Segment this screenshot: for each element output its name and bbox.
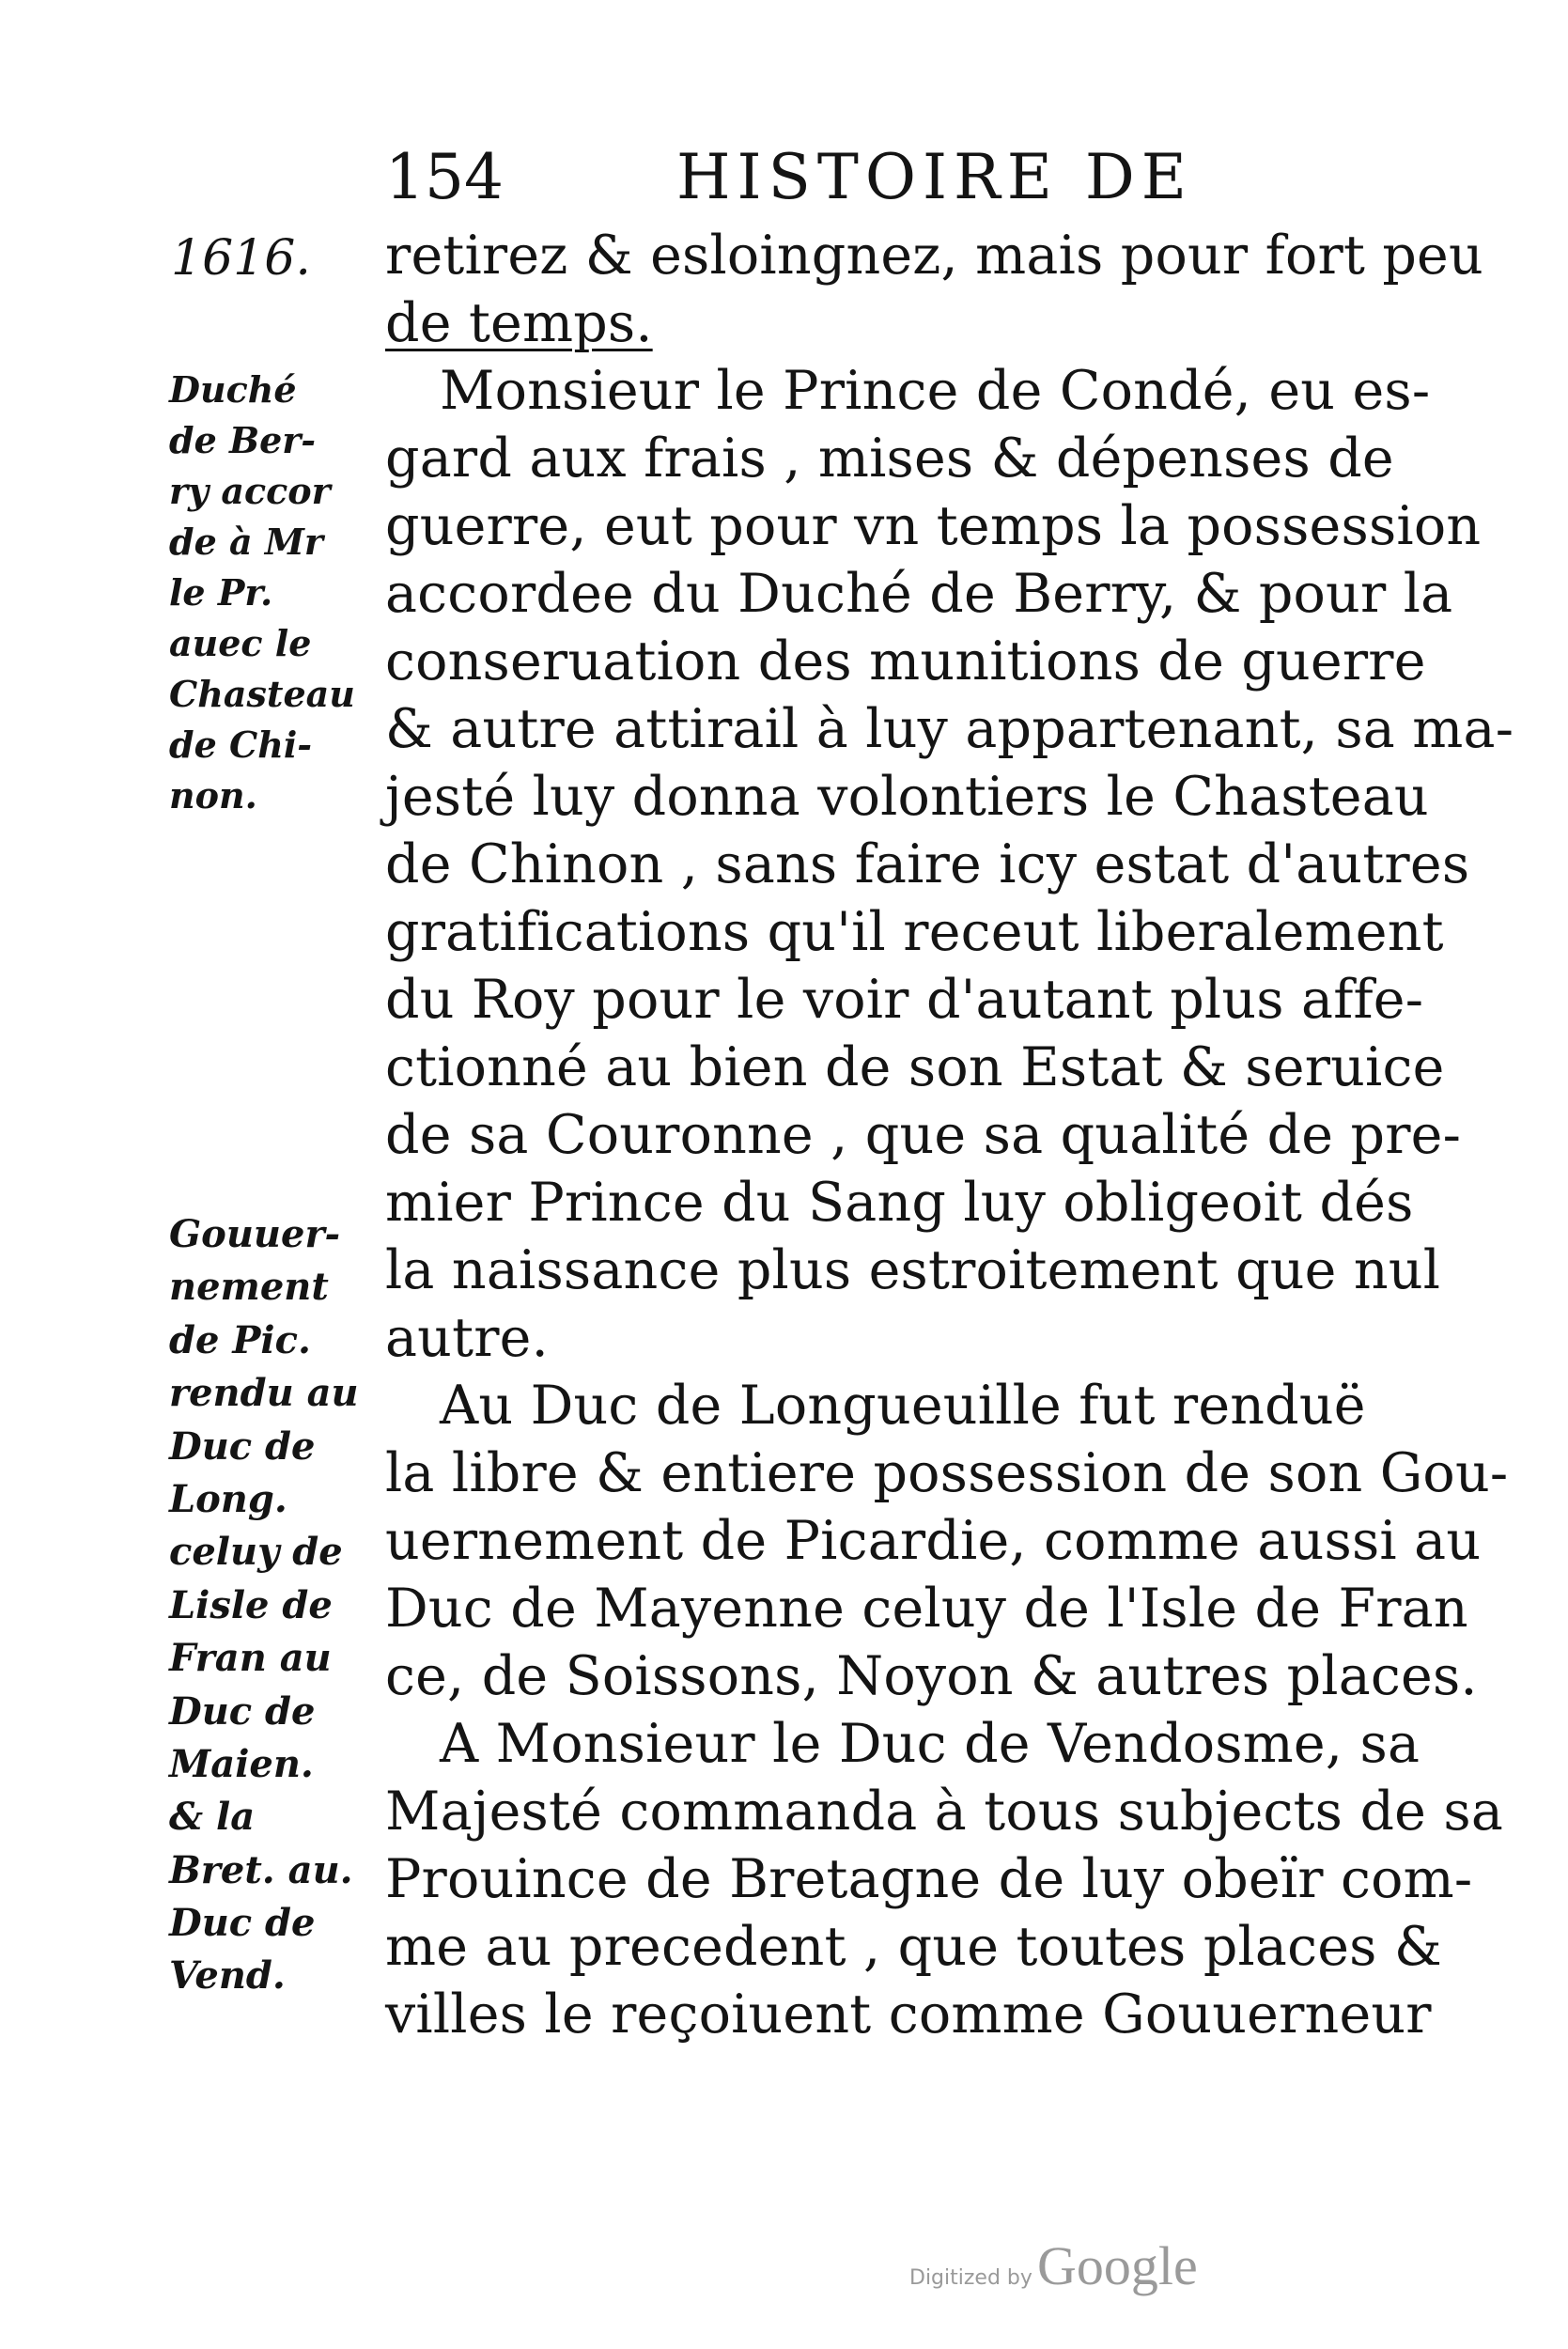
margin-note-line: Duc de <box>169 1423 316 1469</box>
text-line: Prouince de Bretagne de luy obeïr com- <box>385 1848 1473 1910</box>
margin-note-line: & la <box>169 1795 256 1840</box>
text-line: de sa Couronne , que sa qualité de pre- <box>385 1104 1462 1166</box>
text-line: gratifications qu'il receut liberalement <box>385 901 1444 963</box>
text-line: Monsieur le Prince de Condé, eu es- <box>440 360 1431 422</box>
margin-note-line: de Pic. <box>169 1317 311 1362</box>
margin-note-line: Vend. <box>169 1953 286 1999</box>
text-line: guerre, eut pour vn temps la possession <box>385 495 1482 557</box>
text-line: la naissance plus estroitement que nul <box>385 1239 1441 1301</box>
text-line: Au Duc de Longueuille fut renduë <box>440 1375 1366 1437</box>
page-number: 154 <box>385 141 504 213</box>
text-line: Majesté commanda à tous subjects de sa <box>385 1781 1504 1843</box>
margin-note-line: Duché <box>169 368 297 411</box>
margin-note-line: de Chi- <box>169 723 313 766</box>
text-line: me au precedent , que toutes places & <box>385 1916 1442 1978</box>
text-line: accordee du Duché de Berry, & pour la <box>385 563 1453 625</box>
margin-note-line: Bret. au. <box>169 1847 353 1892</box>
running-title: HISTOIRE DE <box>676 141 1193 213</box>
text-line: retirez & esloingnez, mais pour fort peu <box>385 225 1483 287</box>
watermark-google-text: Google <box>1037 2235 1198 2296</box>
margin-note-line: Chasteau <box>169 673 355 715</box>
text-line: uernement de Picardie, comme aussi au <box>385 1510 1482 1572</box>
text-line: jesté luy donna volontiers le Chasteau <box>385 766 1429 828</box>
text-line: villes le reçoiuent comme Gouuerneur <box>385 1983 1432 2046</box>
margin-note-line: Maien. <box>169 1741 314 1786</box>
year-marginal: 1616. <box>171 230 311 287</box>
text-line: la libre & entiere possession de son Gou- <box>385 1442 1509 1504</box>
margin-note-line: de Ber- <box>169 419 317 461</box>
margin-note-line: le Pr. <box>169 571 273 614</box>
text-line: conseruation des munitions de guerre <box>385 630 1426 692</box>
text-line: ce, de Soissons, Noyon & autres places. <box>385 1645 1478 1707</box>
main-text <box>385 222 1514 2048</box>
margin-note-line: de à Mr <box>169 521 323 563</box>
margin-note-line: nement <box>169 1265 329 1310</box>
margin-note-gouvernement <box>169 1208 385 2003</box>
margin-note-line: Gouuer- <box>169 1212 341 1256</box>
margin-note-line: Lisle de <box>169 1582 333 1627</box>
margin-note-line: Long. <box>169 1476 287 1521</box>
text-line: du Roy pour le voir d'autant plus affe- <box>385 969 1424 1031</box>
margin-note-line: Fran au <box>169 1636 332 1681</box>
page-header <box>376 141 1362 226</box>
watermark-small-text: Digitized by <box>909 2266 1032 2290</box>
margin-note-line: Duc de <box>169 1901 316 1946</box>
margin-note-line: Duc de <box>169 1688 316 1734</box>
google-watermark <box>909 2234 1198 2297</box>
text-line: gard aux frais , mises & dépenses de <box>385 428 1394 490</box>
margin-note-line: celuy de <box>169 1530 343 1575</box>
margin-note-berry <box>169 365 385 821</box>
text-line: autre. <box>385 1307 549 1369</box>
text-line: A Monsieur le Duc de Vendosme, sa <box>440 1713 1421 1775</box>
margin-note-line: auec le <box>169 622 312 664</box>
text-line: de Chinon , sans faire icy estat d'autres <box>385 833 1470 895</box>
margin-note-line: non. <box>169 774 257 817</box>
margin-note-line: ry accor <box>169 470 331 512</box>
text-line: ctionné au bien de son Estat & seruice <box>385 1036 1445 1098</box>
text-line: Duc de Mayenne celuy de l'Isle de Fran <box>385 1578 1468 1640</box>
margin-note-line: rendu au <box>169 1371 359 1416</box>
text-line: mier Prince du Sang luy obligeoit dés <box>385 1172 1414 1234</box>
text-line: & autre attirail à luy appartenant, sa ma- <box>385 698 1514 760</box>
text-line: de temps. <box>385 292 653 354</box>
